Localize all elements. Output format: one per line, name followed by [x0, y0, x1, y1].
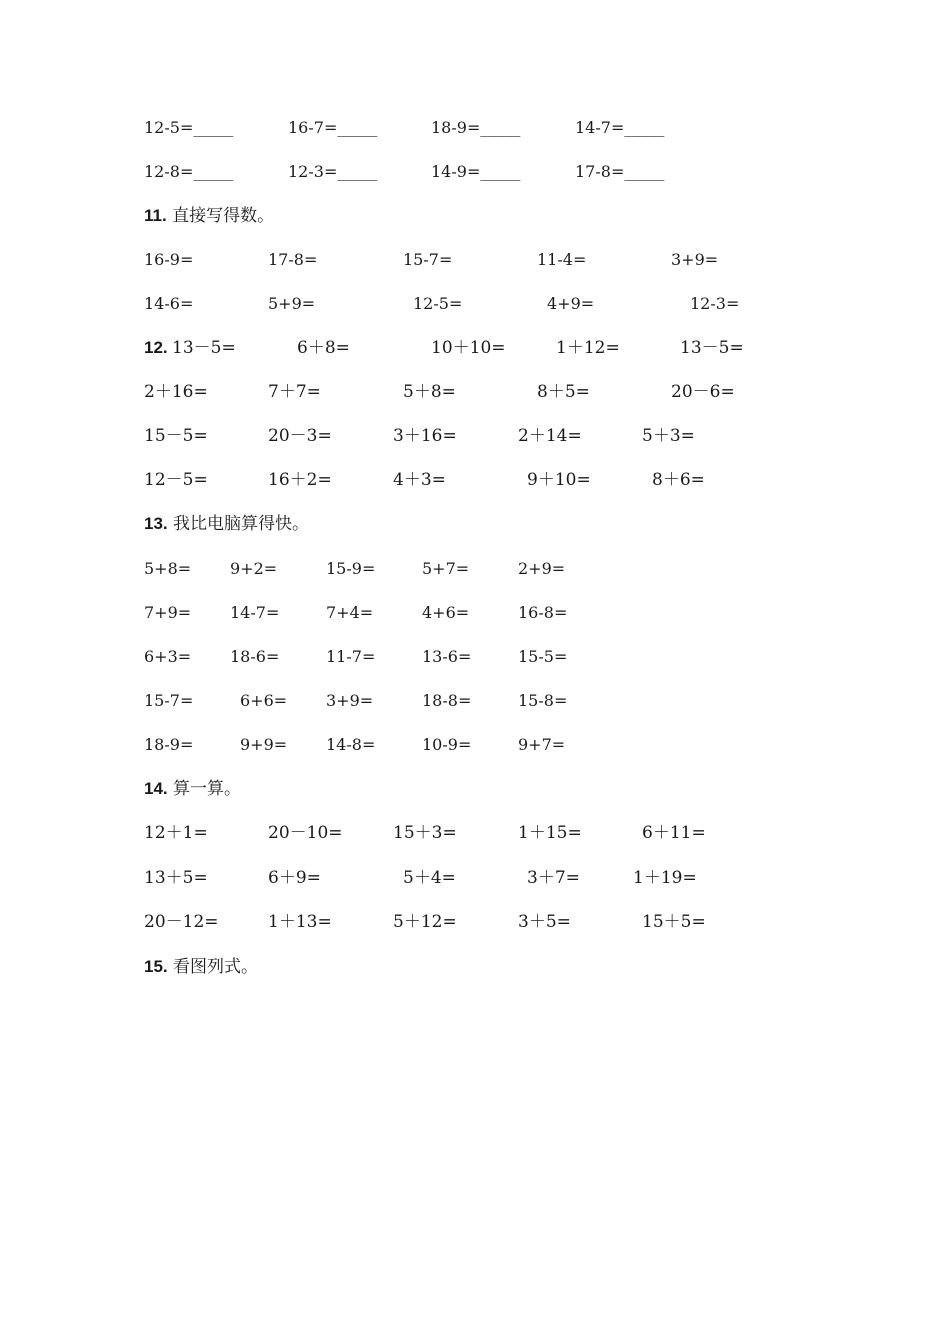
exercise-item: 6＋11= [642, 823, 706, 843]
exercise-row [0, 290, 950, 318]
exercise-item: 8＋6= [652, 470, 705, 490]
exercise-item: 13－5= [172, 338, 236, 358]
exercise-row [0, 158, 950, 186]
question-title: 算一算。 [173, 779, 242, 799]
exercise-item: 9+7= [518, 735, 566, 754]
exercise-item: 6＋9= [268, 868, 321, 888]
exercise-item: 16-7=_____ [288, 118, 378, 137]
exercise-item: 10＋10= [431, 338, 506, 358]
exercise-item: 3+9= [671, 250, 719, 269]
exercise-item: 14-6= [144, 294, 194, 313]
question-heading [144, 775, 241, 803]
exercise-item: 7+9= [144, 603, 192, 622]
exercise-item: 14-9=_____ [431, 162, 521, 181]
exercise-item: 15＋3= [393, 823, 457, 843]
exercise-item: 11-4= [537, 250, 587, 269]
exercise-item: 12-8=_____ [144, 162, 234, 181]
exercise-item: 4+6= [422, 603, 470, 622]
exercise-item: 1＋15= [518, 823, 582, 843]
question-number: 13. [144, 514, 168, 533]
exercise-item: 13－5= [680, 338, 744, 358]
exercise-item: 1＋12= [556, 338, 620, 358]
exercise-item: 2＋14= [518, 426, 582, 446]
exercise-item: 18-9=_____ [431, 118, 521, 137]
question-title: 我比电脑算得快。 [173, 514, 310, 534]
question-number: 12. [144, 338, 168, 357]
exercise-item: 12-3=_____ [288, 162, 378, 181]
exercise-item: 5＋3= [642, 426, 695, 446]
exercise-item: 5+8= [144, 559, 192, 578]
exercise-item: 7+4= [326, 603, 374, 622]
exercise-item: 14-8= [326, 735, 376, 754]
exercise-item: 13＋5= [144, 868, 208, 888]
exercise-item: 8＋5= [537, 382, 590, 402]
exercise-row [0, 908, 950, 936]
exercise-item: 12-3= [690, 294, 740, 313]
exercise-item: 14-7= [230, 603, 280, 622]
question-number: 14. [144, 779, 168, 798]
exercise-item: 15-5= [518, 647, 568, 666]
exercise-item: 4＋3= [393, 470, 446, 490]
exercise-row [0, 599, 950, 627]
exercise-item: 13-6= [422, 647, 472, 666]
exercise-item: 12－5= [144, 470, 208, 490]
exercise-item: 17-8= [268, 250, 318, 269]
exercise-item: 20－3= [268, 426, 332, 446]
question-number: 15. [144, 957, 168, 976]
exercise-item: 17-8=_____ [575, 162, 665, 181]
exercise-item: 5＋8= [403, 382, 456, 402]
exercise-item: 15-7= [144, 691, 194, 710]
exercise-item: 16＋2= [268, 470, 332, 490]
exercise-item: 14-7=_____ [575, 118, 665, 137]
question-number: 11. [144, 206, 167, 225]
exercise-item: 10-9= [422, 735, 472, 754]
exercise-item: 11-7= [326, 647, 376, 666]
exercise-item: 5+7= [422, 559, 470, 578]
exercise-row [0, 555, 950, 583]
exercise-row [0, 422, 950, 450]
exercise-item: 15-8= [518, 691, 568, 710]
exercise-item: 20－12= [144, 912, 219, 932]
exercise-item: 5＋12= [393, 912, 457, 932]
exercise-item: 18-8= [422, 691, 472, 710]
exercise-item: 15-9= [326, 559, 376, 578]
exercise-item: 6+3= [144, 647, 192, 666]
exercise-item: 18-6= [230, 647, 280, 666]
exercise-item: 15－5= [144, 426, 208, 446]
exercise-item: 18-9= [144, 735, 194, 754]
exercise-item: 2+9= [518, 559, 566, 578]
question-heading [144, 953, 258, 981]
exercise-item: 4+9= [547, 294, 595, 313]
exercise-item: 6＋8= [297, 338, 350, 358]
exercise-item: 3＋5= [518, 912, 571, 932]
exercise-row [0, 114, 950, 142]
exercise-item: 9＋10= [527, 470, 591, 490]
exercise-item: 15-7= [403, 250, 453, 269]
exercise-item: 7＋7= [268, 382, 321, 402]
exercise-item: 6+6= [240, 691, 288, 710]
exercise-item: 3+9= [326, 691, 374, 710]
exercise-item: 20－6= [671, 382, 735, 402]
exercise-item: 3＋16= [393, 426, 457, 446]
exercise-item: 9+2= [230, 559, 278, 578]
exercise-item: 3＋7= [527, 868, 580, 888]
exercise-row [0, 819, 950, 847]
exercise-item: 16-8= [518, 603, 568, 622]
question-heading [144, 202, 274, 230]
exercise-row [0, 864, 950, 892]
exercise-item: 16-9= [144, 250, 194, 269]
exercise-row [0, 466, 950, 494]
exercise-item: 5+9= [268, 294, 316, 313]
exercise-item: 1＋13= [268, 912, 332, 932]
exercise-item: 12-5=_____ [144, 118, 234, 137]
exercise-item: 20－10= [268, 823, 343, 843]
question-heading [144, 510, 309, 538]
exercise-row [0, 643, 950, 671]
exercise-item: 1＋19= [633, 868, 697, 888]
question-title: 看图列式。 [173, 957, 259, 977]
exercise-item: 15＋5= [642, 912, 706, 932]
exercise-item: 12＋1= [144, 823, 208, 843]
exercise-row [0, 731, 950, 759]
exercise-item: 5＋4= [403, 868, 456, 888]
exercise-row [0, 687, 950, 715]
question-heading-row [0, 334, 950, 362]
question-title: 直接写得数。 [172, 206, 275, 226]
exercise-item: 9+9= [240, 735, 288, 754]
exercise-item: 2＋16= [144, 382, 208, 402]
exercise-row [0, 378, 950, 406]
exercise-row [0, 246, 950, 274]
exercise-item: 12-5= [413, 294, 463, 313]
